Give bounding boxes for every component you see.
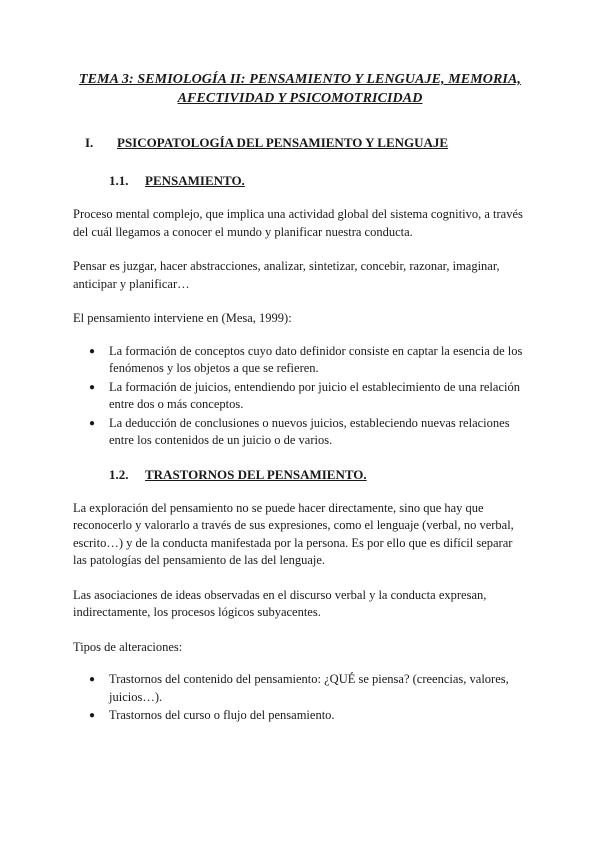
bullet-list bbox=[73, 671, 527, 725]
bullet-icon: ● bbox=[89, 710, 96, 721]
bullet-icon: ● bbox=[89, 417, 96, 429]
subsection-title: PENSAMIENTO. bbox=[145, 173, 245, 188]
list-item-text: Trastornos del contenido del pensamiento: ¿QUÉ se piensa? (creencias, valores, juicios…). bbox=[109, 672, 509, 704]
paragraph: El pensamiento interviene en (Mesa, 1999): bbox=[73, 311, 292, 325]
document-title bbox=[73, 70, 527, 108]
title-line-1: TEMA 3: SEMIOLOGÍA II: PENSAMIENTO Y LENGUAJE, MEMORIA, bbox=[78, 72, 522, 87]
list-item bbox=[89, 707, 527, 725]
list-item-text: La deducción de conclusiones o nuevos juicios, estableciendo nuevas relaciones entre los contenidos de un juicio o de varios. bbox=[109, 415, 510, 447]
subsection-heading-1-1 bbox=[73, 172, 527, 189]
paragraph: Las asociaciones de ideas observadas en el discurso verbal y la conducta expresan, indirectamente, los procesos lógicos subyacentes. bbox=[73, 587, 487, 619]
list-item bbox=[89, 379, 527, 414]
list-item-text: La formación de conceptos cuyo dato definidor consiste en captar la esencia de los fenómenos y los objetos a que se refieren. bbox=[109, 343, 523, 375]
list-item-text: La formación de juicios, entendiendo por juicio el establecimiento de una relación entre dos o más conceptos. bbox=[109, 379, 520, 411]
section-number: I. bbox=[85, 135, 94, 150]
bullet-icon: ● bbox=[89, 674, 96, 685]
subsection-title: TRASTORNOS DEL PENSAMIENTO. bbox=[145, 466, 367, 482]
subsection-heading-1-2 bbox=[73, 466, 527, 483]
list-item bbox=[89, 343, 527, 378]
paragraph: Proceso mental complejo, que implica una actividad global del sistema cognitivo, a través del cuál llegamos a conocer el mundo y planificar nuestra conducta. bbox=[73, 207, 523, 239]
subsection-number: 1.2. bbox=[109, 466, 129, 482]
bullet-icon: ● bbox=[89, 345, 96, 357]
section-heading-1 bbox=[73, 134, 527, 151]
bullet-icon: ● bbox=[89, 381, 96, 393]
paragraph: La exploración del pensamiento no se puede hacer directamente, sino que hay que reconocerlo y valorarlo a través de sus expresiones, como el lenguaje (verbal, no verbal, escrito…) y de la conducta manifestada por la persona. Es por ello que es difícil separar las patologías del pensamiento de las del lenguaje. bbox=[73, 500, 514, 567]
paragraph: Tipos de alteraciones: bbox=[73, 639, 183, 654]
list-item bbox=[89, 671, 527, 706]
list-item bbox=[89, 415, 527, 450]
bullet-list bbox=[73, 343, 527, 450]
list-item-text: Trastornos del curso o flujo del pensamiento. bbox=[109, 708, 335, 722]
section-title: PSICOPATOLOGÍA DEL PENSAMIENTO Y LENGUAJE bbox=[117, 135, 449, 150]
paragraph: Pensar es juzgar, hacer abstracciones, analizar, sintetizar, concebir, razonar, imaginar, anticipar y planificar… bbox=[73, 259, 500, 291]
title-line-2: AFECTIVIDAD Y PSICOMOTRICIDAD bbox=[177, 91, 423, 106]
subsection-number: 1.1. bbox=[109, 173, 129, 188]
